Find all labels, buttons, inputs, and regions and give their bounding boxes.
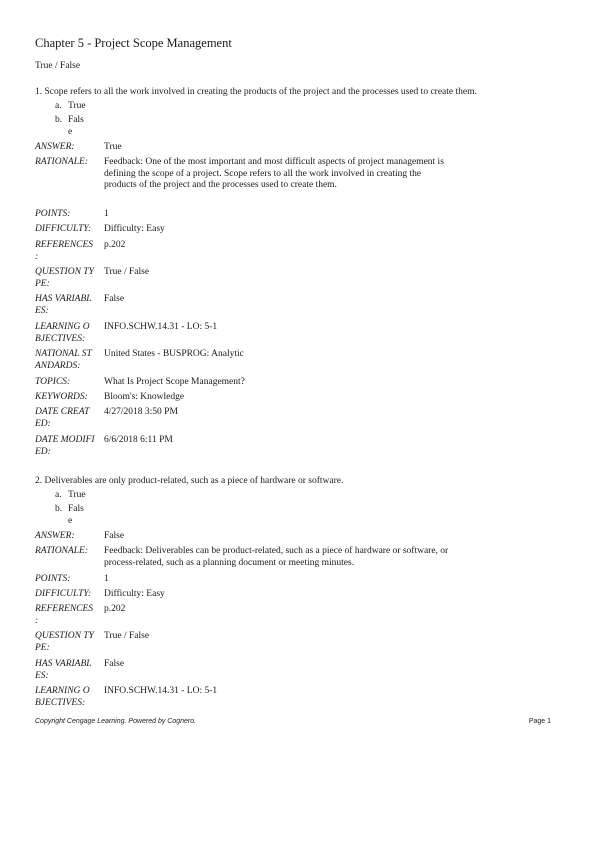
field-label: QUESTION TY PE: xyxy=(35,267,94,289)
field-value: True xyxy=(104,142,122,152)
field-label: DATE MODIFI ED: xyxy=(35,435,95,457)
question-1-metadata xyxy=(35,142,565,462)
field-label: REFERENCES : xyxy=(35,240,94,262)
copyright-footer: Copyright Cengage Learning. Powered by Cognero. xyxy=(35,718,197,725)
field-value: True / False xyxy=(104,267,150,277)
field-value: False xyxy=(104,659,125,669)
option-letter: a. xyxy=(55,101,62,111)
field-value: False xyxy=(104,531,125,541)
option-b xyxy=(35,503,565,526)
field-value: Bloom's: Knowledge xyxy=(104,392,185,402)
field-label: DIFFICULTY: xyxy=(35,589,92,599)
field-label: RATIONALE: xyxy=(35,546,88,556)
field-value: INFO.SCHW.14.31 - LO: 5-1 xyxy=(104,686,218,696)
option-a xyxy=(35,489,565,501)
field-value: p.202 xyxy=(104,604,126,614)
option-b xyxy=(35,114,565,137)
question-2 xyxy=(35,475,565,526)
option-text-wrap: e xyxy=(68,516,73,526)
question-2-metadata xyxy=(35,531,565,711)
field-value: What Is Project Scope Management? xyxy=(104,377,245,387)
field-value: Difficulty: Easy xyxy=(104,224,165,234)
field-value: True / False xyxy=(104,631,150,641)
field-label: DIFFICULTY: xyxy=(35,224,92,234)
field-value: Difficulty: Easy xyxy=(104,589,165,599)
field-value: p.202 xyxy=(104,240,126,250)
field-value: Feedback: Deliverables can be product-related, such as a piece of hardware or software, or process-related, such as a planning document or meeting minutes. xyxy=(104,546,449,568)
field-label: LEARNING O BJECTIVES: xyxy=(35,322,90,344)
field-label: POINTS: xyxy=(35,574,71,584)
question-1 xyxy=(35,86,565,137)
field-label: KEYWORDS: xyxy=(35,392,88,402)
question-stem: 2. Deliverables are only product-related, such as a piece of hardware or software. xyxy=(35,476,344,486)
option-text: True xyxy=(68,490,86,500)
field-label: TOPICS: xyxy=(35,377,71,387)
field-label: HAS VARIABL ES: xyxy=(35,659,92,681)
field-value: False xyxy=(104,294,125,304)
field-value: 4/27/2018 3:50 PM xyxy=(104,407,178,417)
field-label: NATIONAL ST ANDARDS: xyxy=(35,349,92,371)
page-number: Page 1 xyxy=(528,718,551,725)
question-stem: 1. Scope refers to all the work involved in creating the products of the project and the processes used to create them. xyxy=(35,87,477,97)
option-letter: b. xyxy=(55,115,63,125)
section-heading: True / False xyxy=(35,61,81,71)
field-label: HAS VARIABL ES: xyxy=(35,294,92,316)
field-label: POINTS: xyxy=(35,209,71,219)
option-text: True xyxy=(68,101,86,111)
option-text: Fals xyxy=(68,115,84,125)
field-label: DATE CREAT ED: xyxy=(35,407,90,429)
option-text: Fals xyxy=(68,504,84,514)
field-label: ANSWER: xyxy=(35,531,75,541)
field-label: LEARNING O BJECTIVES: xyxy=(35,686,90,708)
option-a xyxy=(35,100,565,112)
field-value: INFO.SCHW.14.31 - LO: 5-1 xyxy=(104,322,218,332)
field-value: United States - BUSPROG: Analytic xyxy=(104,349,244,359)
option-text-wrap: e xyxy=(68,127,73,137)
field-value: 6/6/2018 6:11 PM xyxy=(104,435,173,445)
field-label: QUESTION TY PE: xyxy=(35,631,94,653)
chapter-title: Chapter 5 - Project Scope Management xyxy=(35,36,232,50)
field-value: Feedback: One of the most important and most difficult aspects of project management is defining the scope of a project. Scope refers to all the work involved in creating the products of the project and the processes used to create them. xyxy=(104,157,444,190)
field-value: 1 xyxy=(104,574,109,584)
field-label: REFERENCES : xyxy=(35,604,94,626)
option-letter: b. xyxy=(55,504,63,514)
field-value: 1 xyxy=(104,209,109,219)
option-letter: a. xyxy=(55,490,62,500)
field-label: ANSWER: xyxy=(35,142,75,152)
field-label: RATIONALE: xyxy=(35,157,88,167)
